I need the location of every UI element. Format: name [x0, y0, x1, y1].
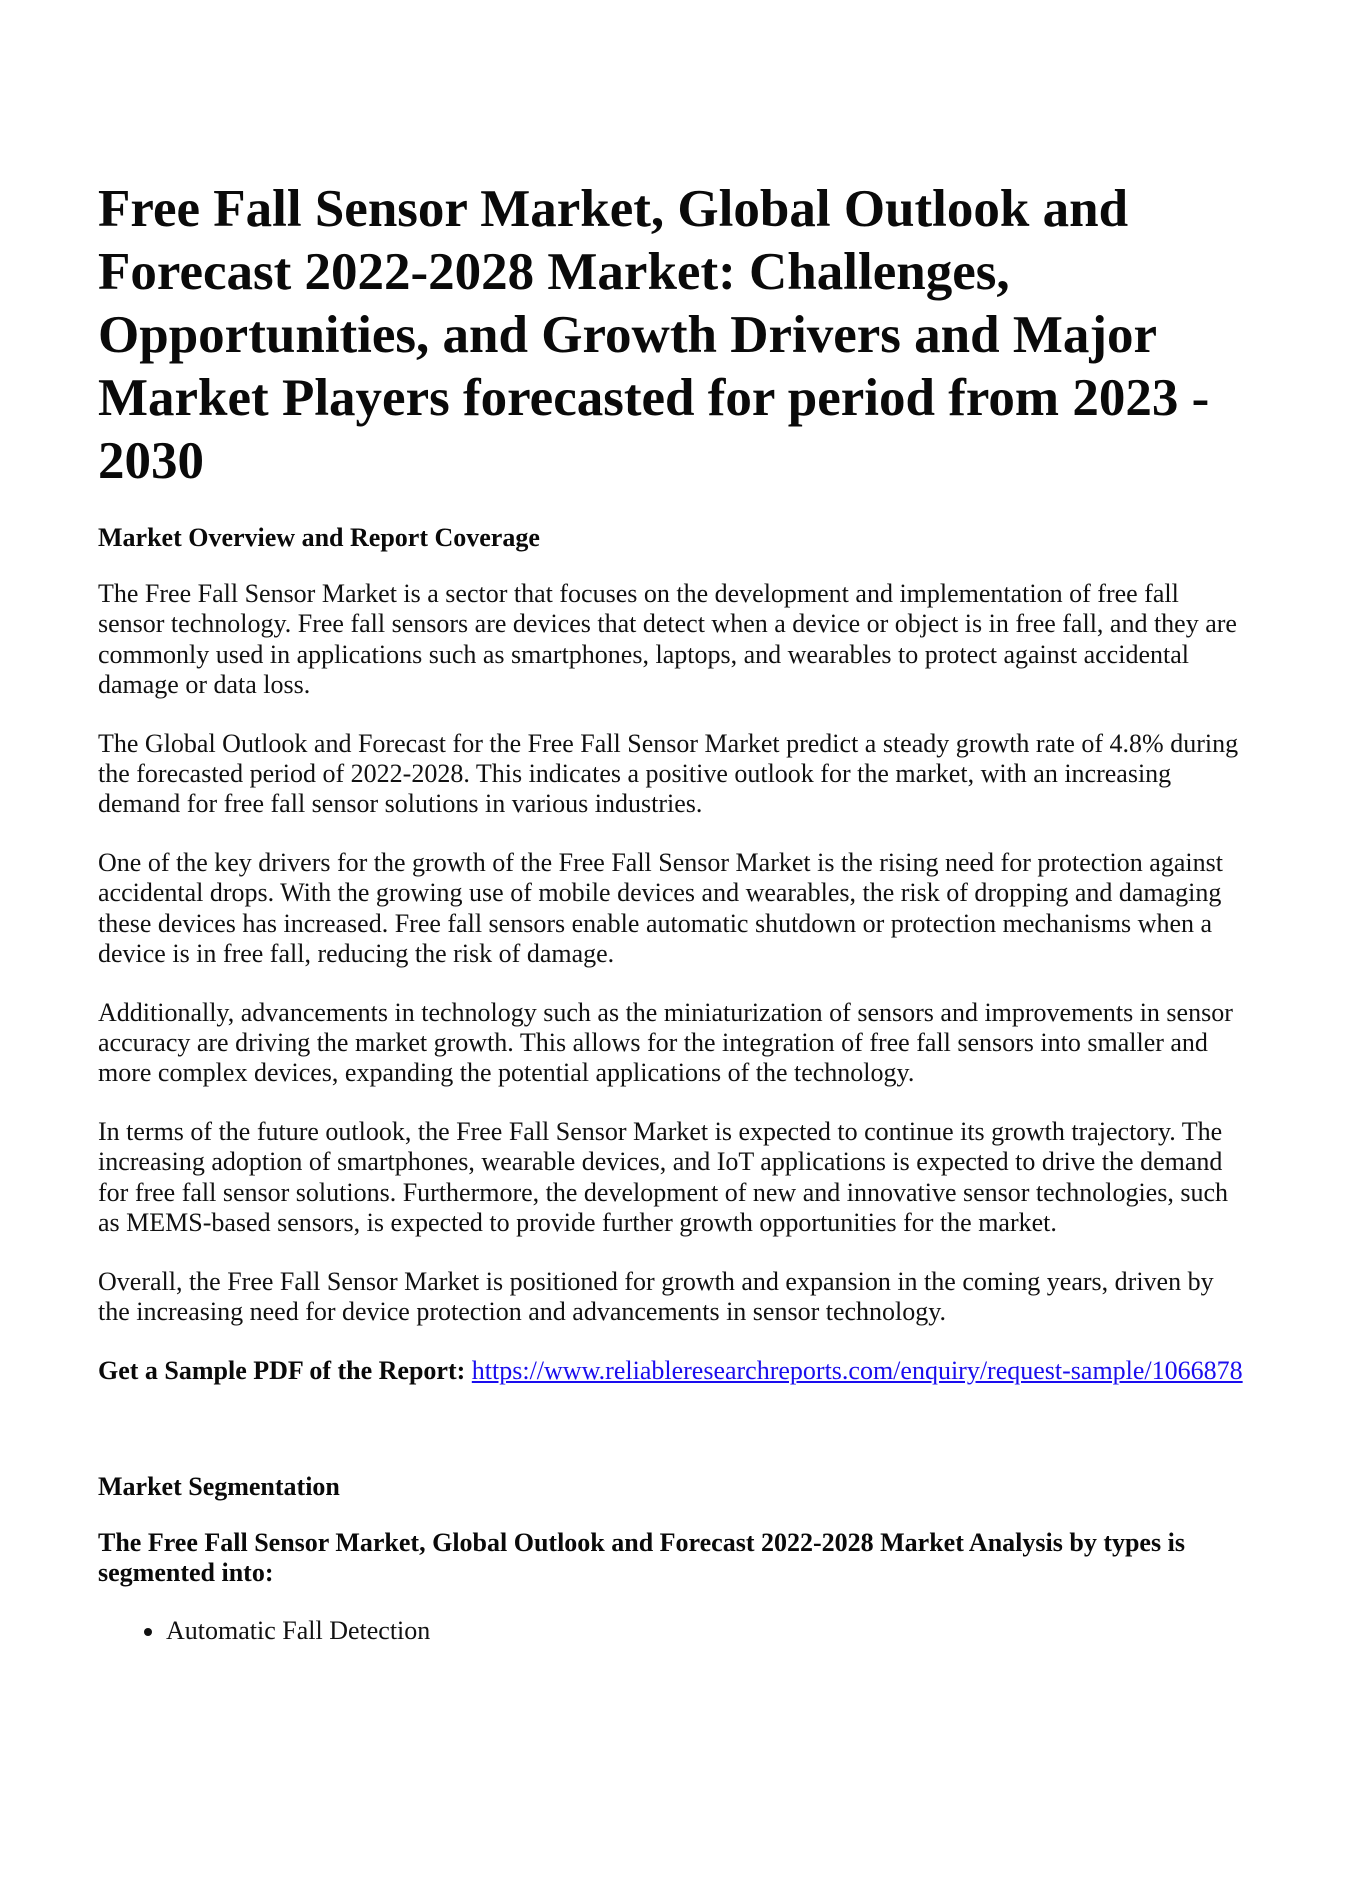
overview-paragraph-2: The Global Outlook and Forecast for the Free Fall Sensor Market predict a steady growth rate of 4.8% during the forecasted period of 2022-2028. This indicates a positive outlook for the market, with an increasing demand for free fall sensor solutions in various industries.	[98, 728, 1239, 819]
overview-paragraph-4: Additionally, advancements in technology such as the miniaturization of sensors and improvements in sensor accuracy are driving the market growth. This allows for the integration of free fall sensors into smaller and more complex devices, expanding the potential applications of the technology.	[98, 997, 1233, 1088]
sample-pdf-label: Get a Sample PDF of the Report:	[98, 1355, 466, 1385]
types-list-item: • Automatic Fall Detection	[166, 1616, 1250, 1646]
overview-paragraph-1: The Free Fall Sensor Market is a sector that focuses on the development and implementation of free fall sensor technology. Free fall sensors are devices that detect when a device or object is in free fall, and they are commonly used in applications such as smartphones, laptops, and wearables to protect against accidental damage or data loss.	[98, 579, 1237, 699]
segmentation-heading: Market Segmentation	[98, 1471, 340, 1501]
sample-pdf-link[interactable]: https://www.reliableresearchreports.com/enquiry/request-sample/1066878	[471, 1355, 1243, 1385]
overview-heading: Market Overview and Report Coverage	[98, 523, 540, 552]
overview-paragraph-5: In terms of the future outlook, the Free Fall Sensor Market is expected to continue its growth trajectory. The increasing adoption of smartphones, wearable devices, and IoT applications is expected to drive the demand for free fall sensor solutions. Furthermore, the development of new and innovative sensor technologies, such as MEMS-based sensors, is expected to provide further growth opportunities for the market.	[98, 1117, 1228, 1238]
page-title: Free Fall Sensor Market, Global Outlook and Forecast 2022-2028 Market: Challenges, Opportunities, and Growth Drivers and Major Market Players forecasted for period from 2023 - 2030	[98, 180, 1210, 490]
overview-paragraph-3: One of the key drivers for the growth of the Free Fall Sensor Market is the rising need for protection against accidental drops. With the growing use of mobile devices and wearables, the risk of dropping and damaging these devices has increased. Free fall sensors enable automatic shutdown or protection mechanisms when a device is in free fall, reducing the risk of damage.	[98, 848, 1223, 968]
overview-paragraph-6: Overall, the Free Fall Sensor Market is positioned for growth and expansion in the coming years, driven by the increasing need for device protection and advancements in sensor technology.	[98, 1266, 1214, 1327]
types-list	[98, 1616, 1250, 1646]
segmentation-subheading: The Free Fall Sensor Market, Global Outlook and Forecast 2022-2028 Market Analysis by types is segmented into:	[98, 1527, 1185, 1587]
sample-pdf-line	[98, 1356, 1250, 1386]
